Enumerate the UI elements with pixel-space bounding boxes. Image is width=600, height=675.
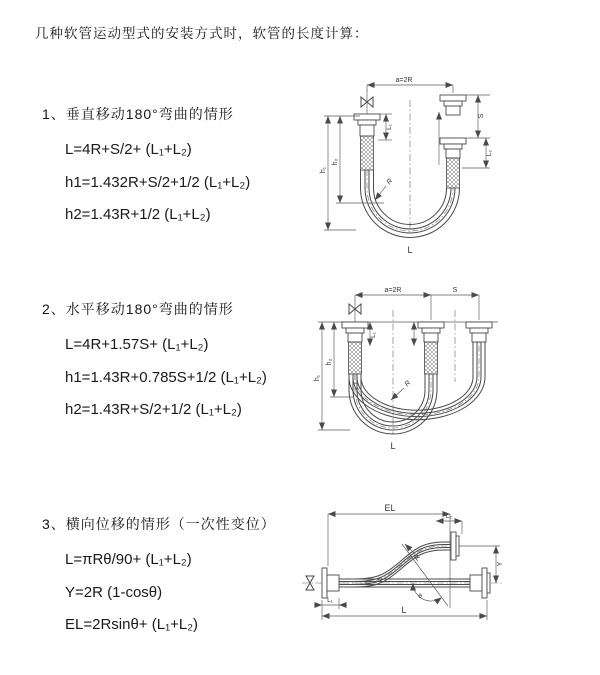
left-fitting — [342, 300, 368, 374]
diagram-lateral-displacement — [298, 498, 600, 630]
document-title: 几种软管运动型式的安装方式时，软管的长度计算： — [35, 26, 369, 41]
right-fitting-upper-position — [440, 95, 466, 115]
upper-flange-displaced — [451, 532, 459, 560]
section-1 — [42, 104, 250, 232]
left-fitting — [354, 90, 380, 170]
dim-span-label: a=2R — [384, 287, 402, 294]
formula-y: Y=2R (1-cosθ) — [65, 583, 163, 601]
dimensions — [320, 77, 493, 255]
diagram-horizontal-180-bend — [306, 282, 561, 460]
dim-y-label: Y — [497, 561, 504, 567]
dim-s-label: S — [478, 113, 485, 119]
left-flange — [322, 568, 339, 598]
dim-h1-label: h₁ — [314, 374, 321, 382]
dim-l1-label: L₁ — [327, 597, 333, 604]
dim-r-label: R — [385, 177, 395, 187]
section-3-heading: 3、横向位移的情形（一次性变位） — [42, 516, 276, 532]
right-flange-original — [470, 568, 490, 598]
formula-el: EL=2Rsinθ+ (L₁+L₂) — [65, 616, 199, 633]
dim-h2-label: h₂ — [326, 358, 333, 366]
section-2-heading: 2、水平移动180°弯曲的情形 — [42, 301, 234, 317]
formula-l: L=4R+S/2+ (L₁+L₂) — [65, 141, 192, 158]
right-fitting-lower-position — [440, 138, 466, 188]
formula-h2: h2=1.43R+S/2+1/2 (L₁+L₂) — [65, 401, 242, 418]
dim-h2-label: h₂ — [332, 158, 339, 166]
dim-l2-label: L₂ — [486, 149, 493, 157]
dim-l1-label: L₁ — [370, 332, 377, 338]
dim-l-label: L — [390, 441, 396, 451]
formula-h1: h1=1.432R+S/2+1/2 (L₁+L₂) — [65, 173, 251, 191]
dim-l2-label: L₂ — [445, 513, 453, 520]
dimensions — [314, 503, 504, 620]
section-3 — [42, 514, 276, 642]
middle-fitting — [418, 322, 444, 374]
diagram-vertical-180-bend — [312, 70, 557, 268]
dim-span-label: a=2R — [395, 77, 413, 84]
dim-l1-label: L₁ — [386, 124, 393, 130]
formula-h2: h2=1.43R+1/2 (L₁+L₂) — [65, 206, 211, 223]
section-1-heading: 1、垂直移动180°弯曲的情形 — [42, 106, 234, 122]
formula-l: L=4R+1.57S+ (L₁+L₂) — [65, 336, 209, 353]
dim-l-label: L — [407, 245, 413, 255]
formula-l: L=πRθ/90+ (L₁+L₂) — [65, 551, 192, 568]
right-fitting-moved-position — [466, 322, 492, 342]
dim-r-label: R — [413, 554, 423, 563]
dim-r-label: R — [403, 379, 413, 389]
hose-s-curve-displaced — [339, 542, 451, 587]
dim-l-label: L — [401, 605, 407, 615]
dim-h1-label: h₁ — [320, 166, 327, 174]
hose-u-bend-moved — [349, 342, 485, 420]
dim-s-label: S — [452, 287, 458, 294]
dim-theta-label: θ — [418, 593, 422, 600]
dimensions — [314, 287, 479, 451]
section-2 — [42, 299, 267, 427]
dim-el-label: EL — [384, 503, 396, 513]
formula-h1: h1=1.43R+0.785S+1/2 (L₁+L₂) — [65, 368, 267, 386]
